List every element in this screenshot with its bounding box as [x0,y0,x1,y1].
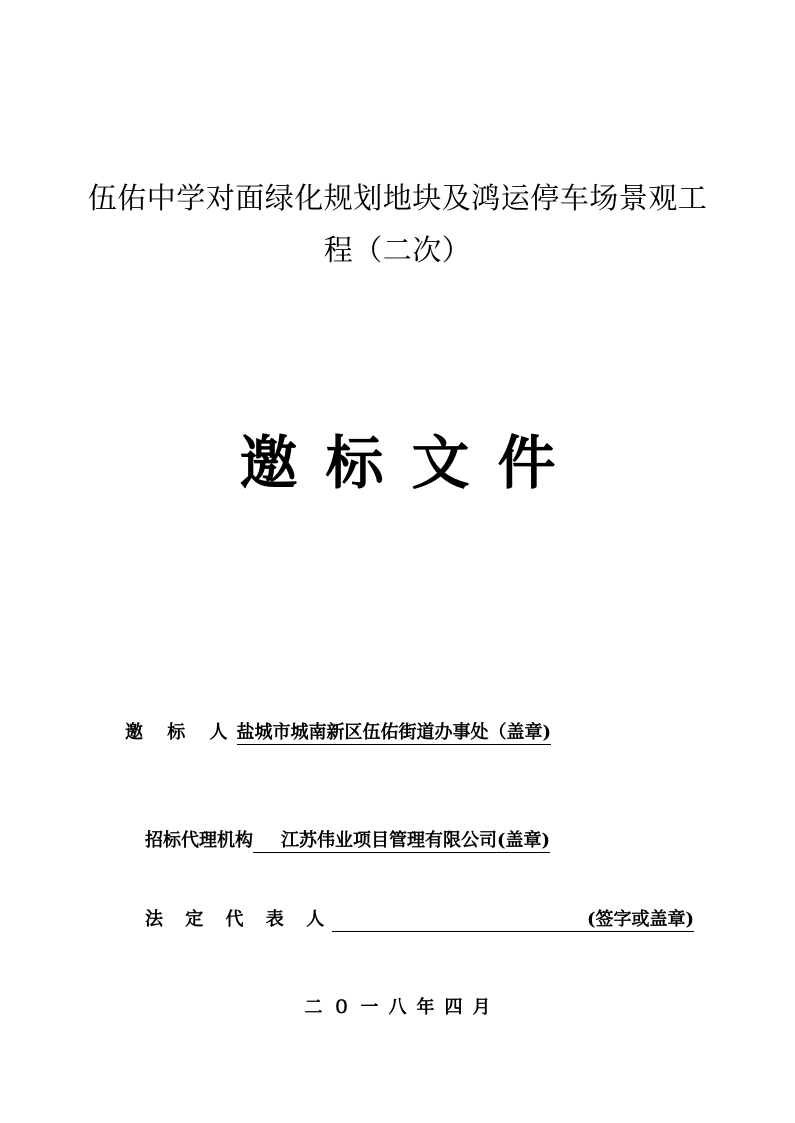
legal-rep-field [145,907,694,933]
project-title [0,172,795,276]
agency-field [145,828,550,854]
agency-label: 招标代理机构 [145,830,253,851]
legal-rep-signature-line: (签字或盖章) [332,909,694,932]
project-title-line2: 程（二次） [323,233,472,267]
legal-rep-label: 法 定 代 表 人 [145,909,333,930]
document-title: 邀标文件 [239,429,584,497]
project-title-line1: 伍佑中学对面绿化规划地块及鸿运停车场景观工 [87,181,708,215]
inviter-value: 盐城市城南新区伍佑街道办事处（盖章) [236,722,552,743]
inviter-label: 邀 标 人 [125,722,237,743]
agency-value: 江苏伟业项目管理有限公司(盖章) [253,830,550,853]
inviter-field [125,720,551,746]
document-date: 二０一八年四月 [304,997,501,1018]
